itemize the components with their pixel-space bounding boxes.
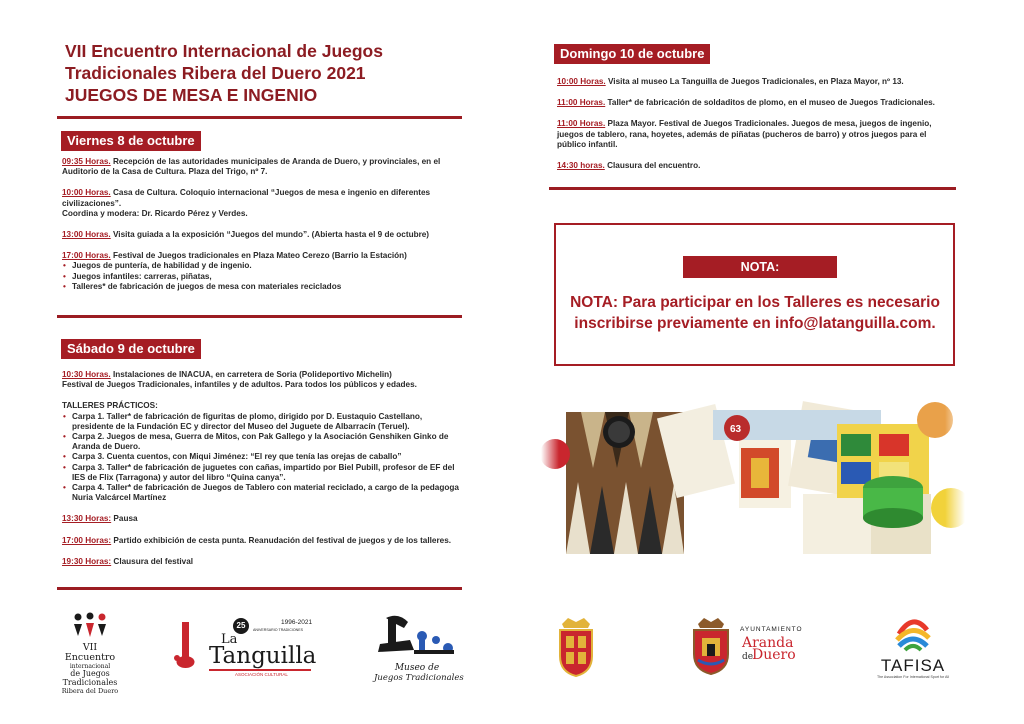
event-time: 13:00 Horas. (62, 230, 111, 240)
tanguilla-sub: ASOCIACIÓN CULTURAL (235, 672, 288, 677)
event-text: Visita guiada a la exposición “Juegos del mundo”. (Abierta hasta el 9 de octubre) (110, 230, 430, 240)
ayto-top: AYUNTAMIENTO (740, 626, 803, 633)
nota-box (554, 223, 955, 366)
tanguilla-badge: 25 (233, 618, 249, 634)
saturday-talleres (62, 401, 464, 503)
event-text: Festival de Juegos tradicionales en Plaza Mateo Cerezo (Barrio la Estación) (110, 251, 407, 261)
list-item: • Carpa 3. Taller* de fabricación de juguetes con cañas, impartido por Biel Pubill, profesor de EF del IES de Flix (Tarragona) y autor del libro “Quina canya”. (62, 463, 464, 483)
event-time: 09:35 Horas. (62, 157, 111, 166)
list-item: • Carpa 1. Taller* de fabricación de figuritas de plomo, dirigido por D. Eustaquio Castellano, presidente de la Fundación EC y director del Museo del Juguete de Albarracín (Teruel). (62, 412, 464, 432)
event-time: 11:00 Horas. (557, 119, 606, 129)
event-text: Instalaciones de INACUA, en carretera de Soria (Polideportivo Michelin) (110, 370, 392, 379)
encuentro-line-3: de Juegos (70, 669, 110, 678)
tanguilla-years: 1996-2021 (281, 619, 313, 626)
event-text: Clausura del festival (111, 556, 194, 566)
friday-section (62, 157, 464, 292)
saturday-event-4 (62, 557, 464, 567)
event-text: Partido exhibición de cesta punta. Reanudación del festival de juegos y de los talleres. (111, 535, 452, 545)
tanguilla-name: Tanguilla (209, 643, 317, 669)
tanguilla-small: ANIVERSARIO TRADICIONES (253, 628, 304, 632)
event-time: 14:30 horas. (557, 161, 605, 171)
event-time: 19:30 Horas: (62, 556, 112, 566)
tanguilla-pin-icon (173, 620, 195, 676)
sunday-event-3 (557, 119, 957, 150)
talleres-list (62, 412, 464, 504)
list-item: • Carpa 4. Taller* de fabricación de Juegos de Tablero con material reciclado, a cargo de la pedagoga Nuria Valcárcel Martínez (62, 483, 464, 503)
event-text: Taller* de fabricación de soldaditos de plomo, en el museo de Juegos Tradicionales. (605, 98, 935, 108)
saturday-heading: Sábado 9 de octubre (61, 339, 201, 359)
encuentro-line-5: Ribera del Duero (61, 687, 119, 695)
provincial-coat-of-arms (556, 616, 596, 683)
svg-text:63: 63 (730, 424, 742, 435)
event-text: Plaza Mayor. Festival de Juegos Tradicionales. Juegos de mesa, juegos de ingenio, juegos de tablero, rana, hoyetes, además de piñatas (pucheros de barro) y otros juegos para el público infantil. (557, 119, 932, 149)
friday-event-4-list (62, 261, 464, 292)
list-item: • Carpa 2. Juegos de mesa, Guerra de Mitos, con Pak Gallego y la Asociación Genshiken Ginko de Aranda de Duero. (62, 432, 464, 452)
event-text: Casa de Cultura. Coloquio internacional “Juegos de mesa e ingenio en diferentes civilizaciones”. (62, 188, 431, 208)
friday-event-4 (62, 251, 464, 292)
sunday-event-4 (557, 161, 957, 171)
tanguilla-la: La (221, 632, 238, 647)
encuentro-logo (58, 612, 122, 695)
title-line-3: JUEGOS DE MESA E INGENIO (65, 85, 318, 105)
event-time: 17:00 Horas: (62, 535, 112, 545)
sunday-heading: Domingo 10 de octubre (554, 44, 710, 64)
page-title (65, 40, 465, 106)
talleres-title: TALLERES PRÁCTICOS: (62, 401, 158, 411)
event-text: Festival de Juegos Tradicionales, infantiles y de adultos. Para todos los públicos y edades. (62, 380, 417, 390)
event-time: 10:30 Horas. (62, 370, 111, 379)
list-item: • Juegos infantiles: carreras, piñatas, (62, 272, 464, 282)
sunday-event-1 (557, 77, 957, 87)
divider (57, 587, 462, 590)
friday-event-1 (62, 157, 464, 177)
saturday-event-3 (62, 536, 464, 546)
friday-heading: Viernes 8 de octubre (61, 131, 201, 151)
list-item: • Juegos de puntería, de habilidad y de ingenio. (62, 261, 464, 271)
encuentro-line-2: internacional (69, 663, 111, 670)
sunday-section (557, 77, 957, 171)
nota-text: NOTA: Para participar en los Talleres es necesario inscribirse previamente en info@latanguilla.com. (570, 294, 940, 332)
encuentro-line-4: Tradicionales (62, 678, 118, 687)
nota-label: NOTA: (683, 256, 837, 278)
board-games-photo (541, 398, 965, 554)
friday-event-3 (62, 230, 464, 240)
tanguilla-underline (209, 669, 311, 671)
aranda-shield-icon (690, 616, 732, 676)
museo-logo (374, 614, 464, 683)
saturday-event-2 (62, 514, 464, 524)
saturday-section (62, 370, 464, 567)
title-line-1: VII Encuentro Internacional de Juegos (65, 41, 383, 61)
encuentro-figures-icon (70, 612, 110, 638)
divider (549, 187, 956, 190)
ayto-line-2: de (742, 652, 754, 662)
event-time: 11:00 Horas. (557, 98, 606, 108)
board-games-illustration (541, 398, 965, 554)
ayto-line-3: Duero (752, 647, 796, 663)
divider (57, 116, 462, 119)
divider (57, 315, 462, 318)
tafisa-name: TAFISA (880, 656, 946, 675)
sunday-event-2 (557, 98, 957, 108)
tafisa-sub: The Association For International Sport for All (876, 675, 950, 679)
event-text: Clausura del encuentro. (604, 161, 701, 171)
event-time: 10:00 Horas. (62, 188, 111, 198)
event-text: Visita al museo La Tanguilla de Juegos Tradicionales, en Plaza Mayor, nº 13. (605, 77, 904, 86)
friday-event-2 (62, 188, 464, 219)
tanguilla-logo (173, 618, 315, 678)
event-text: Coordina y modera: Dr. Ricardo Pérez y Verdes. (62, 208, 248, 218)
event-time: 10:00 Horas. (557, 77, 606, 86)
museo-line-1: Museo de (394, 663, 440, 673)
event-text: Recepción de las autoridades municipales de Aranda de Duero, y provinciales, en el Auditorio de la Casa de Cultura. Plaza del Trigo, nº 7. (62, 157, 441, 177)
event-text: Pausa (111, 514, 138, 524)
tafisa-swirl-icon (893, 616, 933, 652)
tafisa-logo (870, 616, 956, 680)
event-time: 13:30 Horas: (62, 514, 112, 524)
encuentro-line-1: VII Encuentro (64, 642, 116, 663)
museo-horse-icon (374, 614, 456, 658)
coat-of-arms-icon (556, 616, 596, 678)
list-item: • Carpa 3. Cuenta cuentos, con Miqui Jiménez: “El rey que tenía las orejas de caballo” (62, 452, 464, 462)
list-item: • Talleres* de fabricación de juegos de mesa con materiales reciclados (62, 282, 464, 292)
title-line-2: Tradicionales Ribera del Duero 2021 (65, 63, 366, 83)
ayuntamiento-logo (690, 616, 810, 678)
ayto-line-1: Aranda (742, 635, 794, 651)
saturday-event-1 (62, 370, 464, 390)
museo-line-2: Juegos Tradicionales (374, 673, 464, 683)
event-time: 17:00 Horas. (62, 251, 111, 261)
